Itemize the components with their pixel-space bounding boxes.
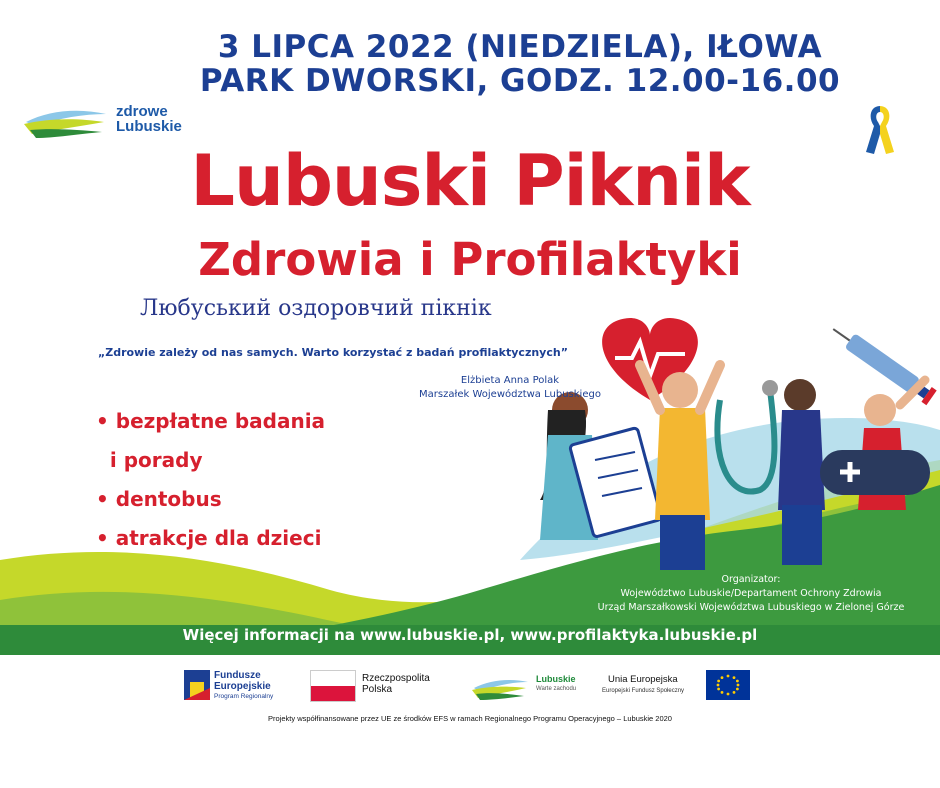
logo-text-zdrowe: zdrowe [116, 103, 168, 120]
lubuskie-swoosh-icon [472, 672, 532, 702]
author-name: Elżbieta Anna Polak [460, 375, 560, 386]
rp-line2: Polska [362, 684, 393, 695]
health-illustration [520, 310, 940, 570]
lubuskie-swoosh-icon [24, 100, 114, 140]
ue-line1: Unia Europejska [608, 674, 678, 685]
location-time-line: PARK DWORSKI, GODZ. 12.00-16.00 [199, 63, 841, 99]
fe-star-icon [184, 670, 210, 700]
organizer-info [586, 573, 916, 615]
feature-list [96, 402, 325, 558]
more-info-links: Więcej informacji na www.lubuskie.pl, www.profilaktyka.lubuskie.pl [182, 626, 758, 644]
lb-line2: Warte zachodu [536, 686, 577, 692]
logo-text-lubuskie: Lubuskie [116, 118, 182, 135]
quote-author [396, 374, 624, 402]
event-date-location [0, 30, 940, 98]
unia-europejska-logo [600, 670, 760, 704]
lb-line1: Lubuskie [536, 674, 576, 684]
list-item: • bezpłatne badania [96, 409, 326, 433]
fundusze-europejskie-logo [184, 668, 304, 702]
ukrainian-title: Любуський оздоровчий пікнік [140, 296, 492, 321]
polish-flag-icon [310, 670, 356, 702]
lubuskie-logo [472, 670, 592, 702]
rzeczpospolita-polska-logo [310, 670, 450, 702]
main-title: Lubuski Piknik [190, 140, 750, 222]
fe-line3: Program Regionalny [214, 693, 274, 700]
fe-line1: Fundusze [214, 670, 261, 681]
fe-line2: Europejskie [214, 681, 271, 692]
eu-flag-icon [706, 670, 750, 700]
subtitle: Zdrowia i Profilaktyki [198, 233, 742, 286]
organizer-line: Województwo Lubuskie/Departament Ochrony Zdrowia [620, 588, 882, 599]
list-item: • atrakcje dla dzieci [96, 526, 322, 550]
rp-line1: Rzeczpospolita [362, 673, 430, 684]
organizer-line: Urząd Marszałkowski Województwa Lubuskiego w Zielonej Górze [597, 602, 905, 613]
list-item: i porady [96, 448, 203, 472]
organizer-label: Organizator: [721, 574, 781, 585]
date-line: 3 LIPCA 2022 (NIEDZIELA), IŁOWA [217, 29, 823, 65]
list-item: • dentobus [96, 487, 222, 511]
funding-note: Projekty współfinansowane przez UE ze środków EFS w ramach Regionalnego Programu Operacyjnego – Lubuskie 2020 [268, 714, 672, 723]
ue-line2: Europejski Fundusz Społeczny [602, 688, 685, 694]
quote-text: „Zdrowie zależy od nas samych. Warto korzystać z badań profilaktycznych” [98, 346, 568, 359]
author-role: Marszałek Województwa Lubuskiego [419, 389, 601, 400]
